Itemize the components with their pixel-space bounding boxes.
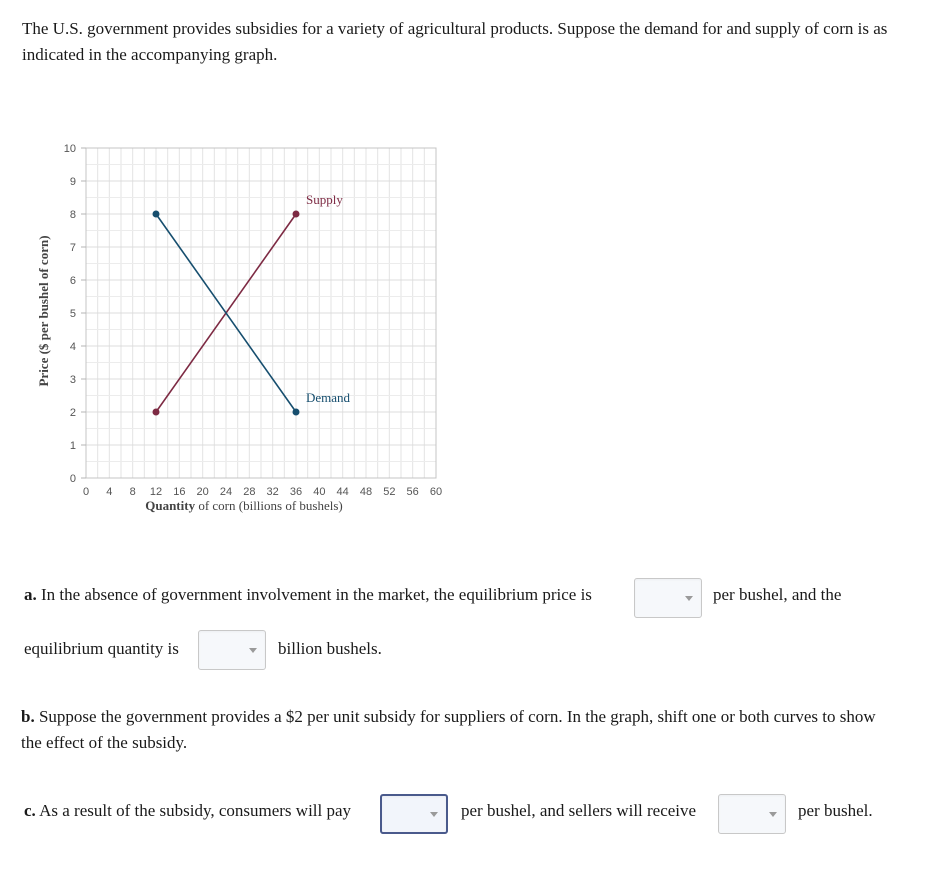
- x-axis-label-rest: of corn (billions of bushels): [195, 498, 343, 513]
- x-tick-label: 40: [313, 486, 326, 498]
- x-tick-label: 60: [429, 486, 443, 498]
- question-c-line1: [24, 798, 351, 824]
- y-tick-label: 10: [63, 143, 76, 155]
- question-a-label: a.: [24, 585, 37, 604]
- chevron-down-icon: [685, 596, 693, 601]
- question-c-text3: per bushel.: [798, 801, 873, 820]
- y-tick-label: 3: [69, 374, 76, 386]
- question-a-text1: In the absence of government involvement in the market, the equilibrium price is: [36, 585, 592, 604]
- x-tick-label: 36: [289, 486, 303, 498]
- x-tick-label: 52: [383, 486, 396, 498]
- question-c-text1: As a result of the subsidy, consumers will pay: [35, 801, 352, 820]
- x-tick-label: 4: [106, 486, 113, 498]
- demand-endpoint-handle[interactable]: [153, 211, 160, 218]
- equilibrium-quantity-dropdown[interactable]: [198, 630, 266, 670]
- question-b-line2: the effect of the subsidy.: [21, 733, 188, 752]
- x-axis-label: [145, 498, 343, 513]
- question-a-line1: [24, 582, 592, 608]
- y-tick-label: 4: [69, 341, 76, 353]
- x-tick-label: 24: [219, 486, 233, 498]
- x-tick-label: 32: [266, 486, 279, 498]
- consumer-price-dropdown[interactable]: [380, 794, 448, 834]
- equilibrium-price-dropdown[interactable]: [634, 578, 702, 618]
- x-axis-label-bold: Quantity: [145, 498, 196, 513]
- question-b-line1: [21, 704, 876, 730]
- x-tick-label: 28: [243, 486, 256, 498]
- y-tick-label: 5: [69, 308, 76, 320]
- supply-endpoint-handle[interactable]: [153, 409, 160, 416]
- y-tick-label: 1: [69, 440, 76, 452]
- y-tick-label: 8: [69, 209, 76, 221]
- question-c-text2: per bushel, and sellers will receive: [461, 801, 697, 820]
- question-a-text4: billion bushels.: [278, 639, 382, 658]
- chart-grid: [86, 148, 436, 478]
- x-tick-label: 48: [359, 486, 373, 498]
- chevron-down-icon: [249, 648, 257, 653]
- seller-price-dropdown[interactable]: [718, 794, 786, 834]
- supply-curve-label: Supply: [306, 192, 343, 207]
- question-b-label: b.: [21, 707, 35, 726]
- y-tick-label: 9: [69, 176, 76, 188]
- x-tick-label: 0: [82, 486, 90, 498]
- question-a-text2: per bushel, and the: [713, 585, 842, 604]
- y-tick-label: 2: [69, 407, 76, 419]
- y-axis-label: Price ($ per bushel of corn): [36, 235, 51, 387]
- x-tick-label: 56: [406, 486, 419, 498]
- x-tick-label: 44: [336, 486, 349, 498]
- demand-curve-label: Demand: [306, 390, 351, 405]
- question-b-text1: Suppose the government provides a $2 per unit subsidy for suppliers of corn. In the graph, shift one or both curves to show: [34, 707, 876, 726]
- chevron-down-icon: [769, 812, 777, 817]
- x-tick-label: 12: [149, 486, 163, 498]
- chart-series[interactable]: [153, 192, 351, 416]
- x-tick-label: 16: [173, 486, 186, 498]
- demand-endpoint-handle[interactable]: [293, 409, 300, 416]
- question-a-text3: equilibrium quantity is: [24, 639, 179, 658]
- x-tick-label: 20: [196, 486, 209, 498]
- problem-intro: The U.S. government provides subsidies for a variety of agricultural products. Suppose the demand for and supply of corn is as indicated in the accompanying graph.: [22, 19, 888, 64]
- y-tick-label: 7: [69, 242, 76, 254]
- chevron-down-icon: [430, 812, 438, 817]
- y-tick-label: 0: [69, 473, 76, 485]
- supply-demand-chart[interactable]: [0, 120, 480, 530]
- y-tick-label: 6: [69, 275, 76, 287]
- supply-endpoint-handle[interactable]: [293, 211, 300, 218]
- question-c-label: c.: [24, 801, 36, 820]
- x-tick-label: 8: [129, 486, 136, 498]
